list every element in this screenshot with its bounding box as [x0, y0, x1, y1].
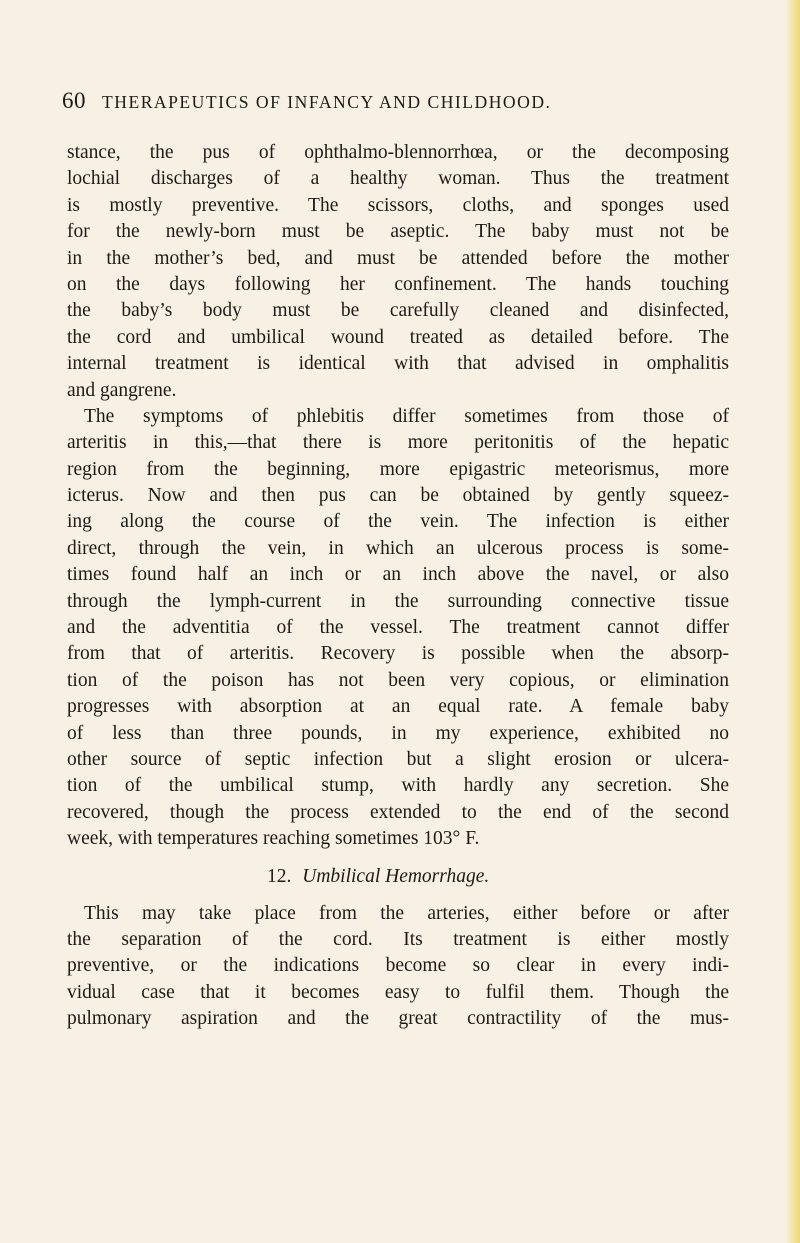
text-line: other source of septic infection but a slight erosion or ulcera- [67, 748, 729, 770]
text-line: vidual case that it becomes easy to fulfil them. Though the [67, 981, 729, 1003]
text-line: the baby’s body must be carefully cleaned and disinfected, [67, 300, 729, 322]
section-number: 12. [267, 865, 292, 887]
running-head: THERAPEUTICS OF INFANCY AND CHILDHOOD. [102, 92, 552, 112]
text-line: direct, through the vein, in which an ulcerous process is some- [67, 537, 729, 559]
text-line: preventive, or the indications become so clear in every indi- [67, 955, 729, 977]
text-line: through the lymph-current in the surrounding connective tissue [67, 590, 729, 612]
page-edge [786, 0, 800, 1243]
text-line: the cord and umbilical wound treated as detailed before. The [67, 326, 729, 348]
text-line: icterus. Now and then pus can be obtained by gently squeez- [67, 485, 729, 507]
text-line: arteritis in this,—that there is more peritonitis of the hepatic [67, 432, 729, 454]
text-line: internal treatment is identical with that advised in omphalitis [67, 353, 729, 375]
text-line: region from the beginning, more epigastric meteorismus, more [67, 458, 729, 480]
text-line: week, with temperatures reaching sometimes 103° F. [67, 828, 480, 850]
section-title: Umbilical Hemorrhage. [302, 865, 490, 887]
body-text [67, 140, 729, 1033]
text-line: progresses with absorption at an equal rate. A female baby [67, 696, 729, 718]
text-line: in the mother’s bed, and must be attended before the mother [67, 247, 729, 269]
text-line: and the adventitia of the vessel. The treatment cannot differ [67, 617, 729, 639]
section-heading [67, 853, 729, 901]
text-line: from that of arteritis. Recovery is possible when the absorp- [67, 643, 729, 665]
text-line: stance, the pus of ophthalmo-blennorrhœa, or the decomposing [67, 142, 729, 163]
text-line: This may take place from the arteries, either before or after [84, 902, 729, 924]
text-line: on the days following her confinement. The hands touching [67, 273, 729, 295]
text-line: tion of the umbilical stump, with hardly any secretion. She [67, 775, 729, 797]
text-line: the separation of the cord. Its treatment is either mostly [67, 928, 729, 950]
running-header [62, 88, 732, 118]
text-line: recovered, though the process extended to the end of the second [67, 801, 729, 823]
text-line: lochial discharges of a healthy woman. Thus the treatment [67, 168, 729, 190]
text-line: is mostly preventive. The scissors, cloths, and sponges used [67, 194, 729, 216]
text-line: tion of the poison has not been very copious, or elimination [67, 669, 729, 691]
text-line: ing along the course of the vein. The infection is either [67, 511, 729, 533]
text-line: The symptoms of phlebitis differ sometimes from those of [84, 405, 729, 427]
text-line: pulmonary aspiration and the great contractility of the mus- [67, 1008, 729, 1030]
page-number: 60 [62, 88, 86, 113]
text-line: and gangrene. [67, 379, 177, 401]
text-line: times found half an inch or an inch above the navel, or also [67, 564, 729, 586]
text-line: for the newly-born must be aseptic. The baby must not be [67, 221, 729, 243]
text-line: of less than three pounds, in my experience, exhibited no [67, 722, 729, 744]
